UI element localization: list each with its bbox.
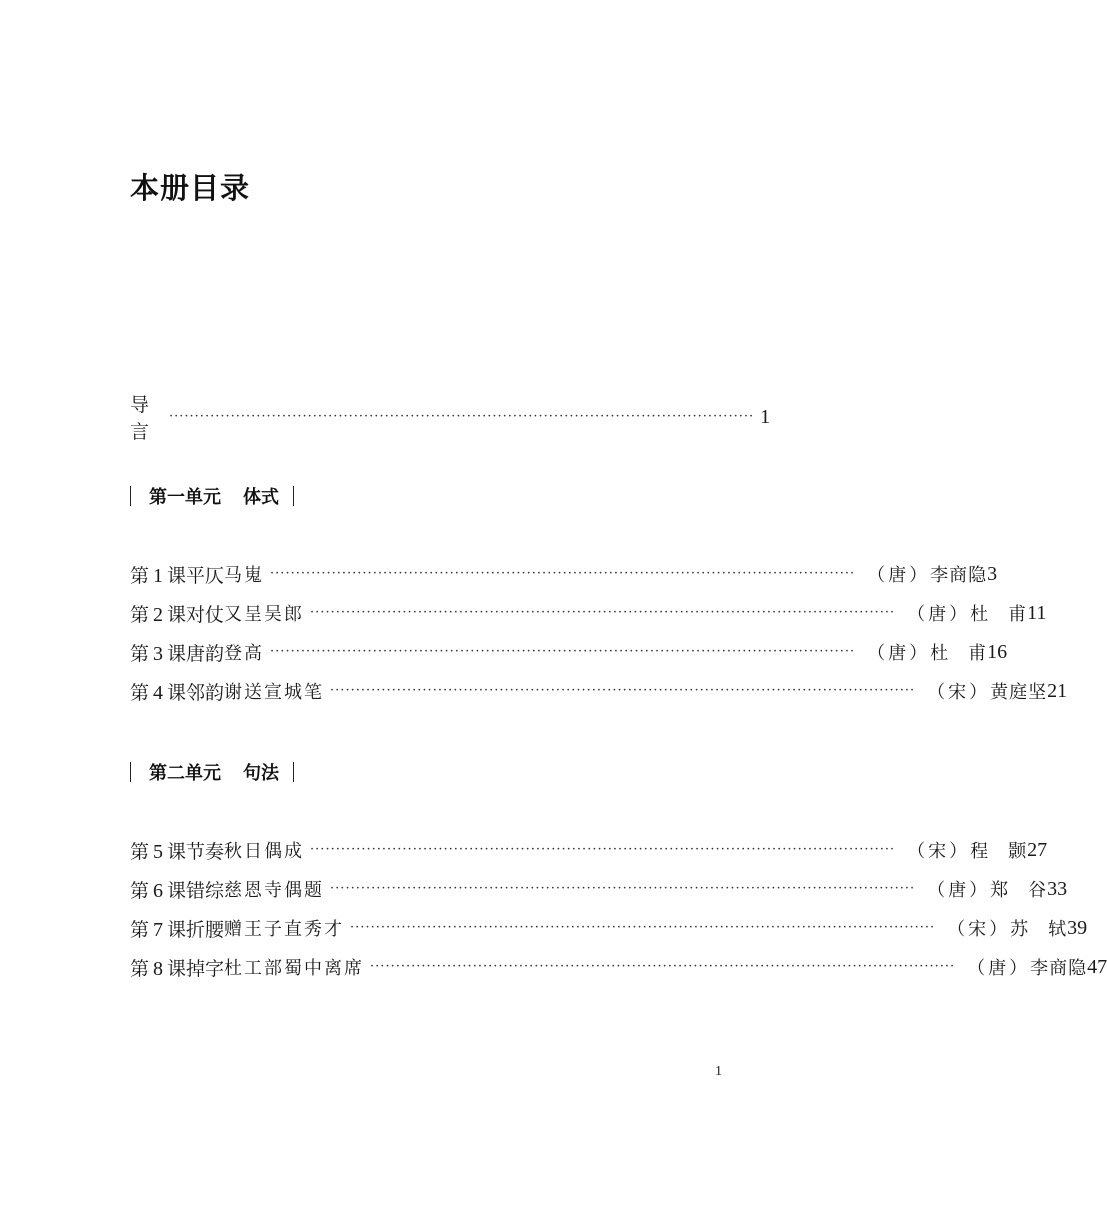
footer-page-number: 1: [715, 1064, 722, 1079]
author: 杜 甫: [970, 604, 1028, 625]
page-number: 11: [1027, 601, 1047, 624]
dynasty: （唐）: [927, 880, 991, 901]
dynasty: （唐）: [867, 565, 931, 586]
dynasty: （宋）: [947, 919, 1011, 940]
leader-dots: ··················································································································: [169, 409, 755, 424]
poem-title: 赠王子直秀才: [224, 919, 345, 940]
page-number: 21: [1047, 679, 1068, 702]
author: 李商隐: [1030, 958, 1088, 979]
lesson-number: 第 7 课: [130, 918, 187, 941]
leader-dots: ··················································································································: [330, 881, 916, 896]
leader-dots: ··················································································································: [330, 683, 916, 698]
dynasty: （唐）: [907, 604, 971, 625]
leader-dots: ··················································································································: [350, 920, 936, 935]
toc-intro-page: 1: [760, 405, 771, 428]
unit-divider: [130, 486, 131, 506]
lesson-number: 第 6 课: [130, 879, 187, 902]
leader-dots: ··················································································································: [270, 644, 856, 659]
page-number: 39: [1067, 916, 1088, 939]
unit-topic: 体式: [243, 487, 279, 508]
leader-dots: ··················································································································: [370, 959, 956, 974]
author: 程 颢: [970, 841, 1028, 862]
author: 苏 轼: [1010, 919, 1068, 940]
lesson-topic: 折腰: [186, 918, 225, 941]
toc-lesson-row[interactable]: [130, 952, 1107, 982]
unit-name: 第一单元: [149, 487, 221, 508]
lesson-topic: 邻韵: [186, 681, 225, 704]
leader-dots: ··················································································································: [270, 566, 856, 581]
author: 郑 谷: [990, 880, 1048, 901]
poem-title: 又呈吴郎: [224, 604, 305, 625]
lesson-number: 第 1 课: [130, 564, 187, 587]
poem-title: 慈恩寺偶题: [224, 880, 325, 901]
page-number: 33: [1047, 877, 1068, 900]
author: 杜 甫: [930, 643, 988, 664]
page-number: 47: [1087, 955, 1107, 978]
unit-header: [130, 481, 294, 511]
dynasty: （宋）: [907, 841, 971, 862]
lesson-topic: 节奏: [186, 840, 225, 863]
unit-name: 第二单元: [149, 763, 221, 784]
poem-title: 马嵬: [224, 565, 265, 586]
dynasty: （唐）: [967, 958, 1031, 979]
leader-dots: ··················································································································: [310, 842, 896, 857]
lesson-topic: 错综: [186, 879, 225, 902]
toc-lesson-row[interactable]: [130, 874, 1068, 904]
lesson-topic: 平仄: [186, 564, 225, 587]
toc-intro-label: 导言: [130, 394, 150, 443]
author: 黄庭坚: [990, 682, 1048, 703]
lesson-number: 第 4 课: [130, 681, 187, 704]
toc-lesson-row[interactable]: [130, 676, 1068, 706]
dynasty: （唐）: [867, 643, 931, 664]
lesson-number: 第 8 课: [130, 957, 187, 980]
lesson-number: 第 2 课: [130, 603, 187, 626]
toc-lesson-row[interactable]: [130, 637, 1008, 667]
unit-divider: [293, 486, 294, 506]
poem-title: 登高: [224, 643, 265, 664]
unit-divider: [293, 762, 294, 782]
toc-lesson-row[interactable]: [130, 598, 1047, 628]
dynasty: （宋）: [927, 682, 991, 703]
unit-topic: 句法: [243, 763, 279, 784]
author: 李商隐: [930, 565, 988, 586]
page-number: 27: [1027, 838, 1048, 861]
poem-title: 谢送宣城笔: [224, 682, 325, 703]
unit-header: [130, 757, 294, 787]
page-number: 16: [987, 640, 1008, 663]
lesson-topic: 唐韵: [186, 642, 225, 665]
leader-dots: ··················································································································: [310, 605, 896, 620]
toc-lesson-row[interactable]: [130, 913, 1088, 943]
toc-lesson-row[interactable]: [130, 835, 1048, 865]
poem-title: 杜工部蜀中离席: [224, 958, 365, 979]
lesson-topic: 掉字: [186, 957, 225, 980]
page-title: 本册目录: [130, 171, 251, 205]
page-number: 3: [987, 562, 998, 585]
unit-divider: [130, 762, 131, 782]
toc-lesson-row[interactable]: [130, 559, 998, 589]
lesson-number: 第 3 课: [130, 642, 187, 665]
toc-intro-row[interactable]: [130, 394, 771, 443]
lesson-topic: 对仗: [186, 603, 225, 626]
lesson-number: 第 5 课: [130, 840, 187, 863]
poem-title: 秋日偶成: [224, 841, 305, 862]
